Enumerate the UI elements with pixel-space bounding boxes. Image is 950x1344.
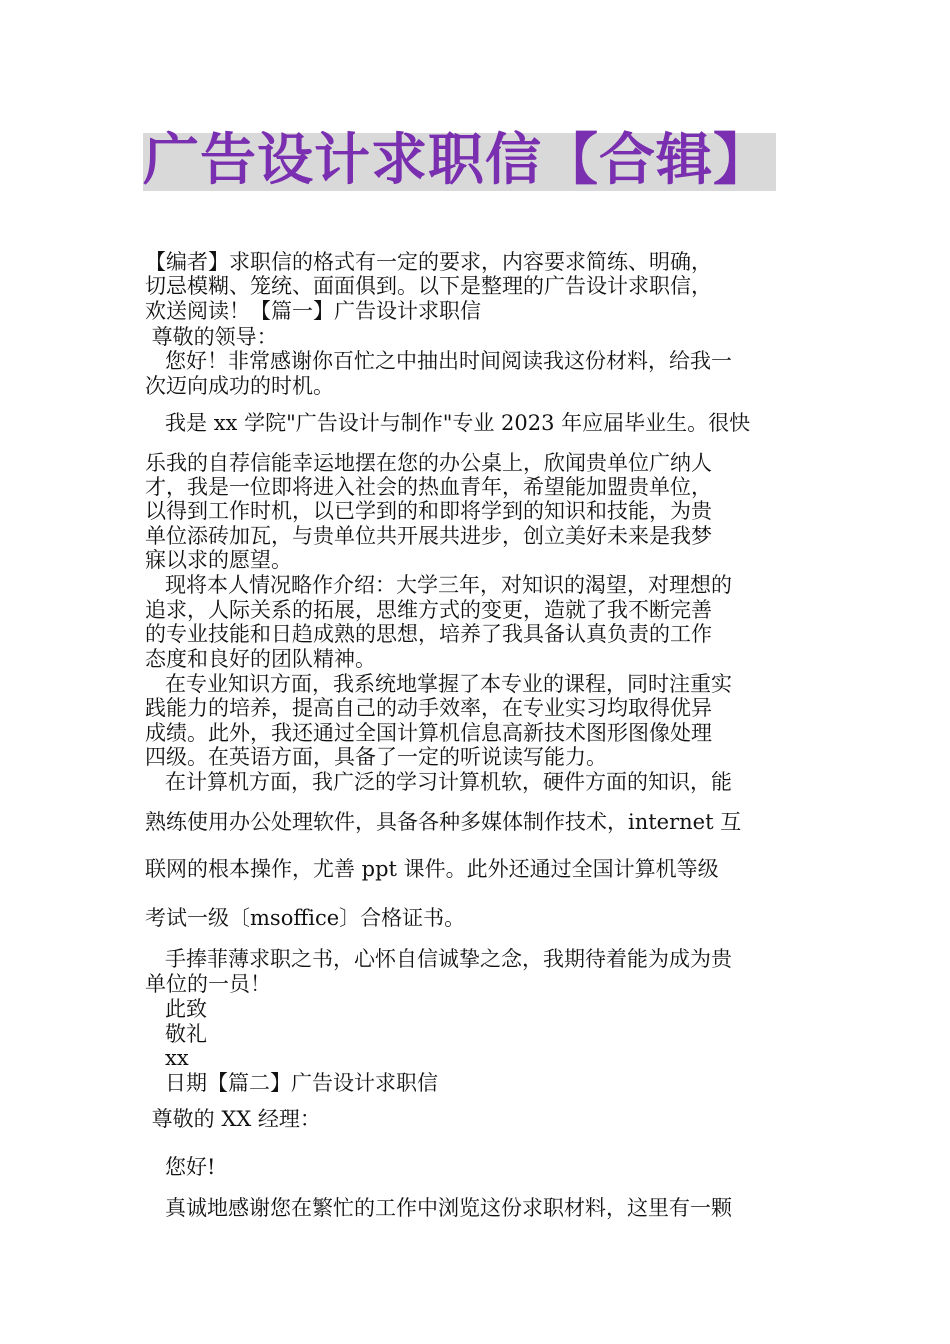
body-line: 的专业技能和日趋成熟的思想，培养了我具备认真负责的工作	[145, 622, 712, 646]
body-line: 熟练使用办公处理软件，具备各种多媒体制作技术，internet 互	[145, 810, 742, 834]
body-line: 日期【篇二】广告设计求职信	[145, 1071, 439, 1095]
body-line: 在专业知识方面，我系统地掌握了本专业的课程，同时注重实	[145, 672, 733, 696]
body-line: 【编者】求职信的格式有一定的要求，内容要求简练、明确，	[145, 250, 712, 274]
body-line: 敬礼	[145, 1022, 208, 1046]
document-title: 广告设计求职信【合辑】	[143, 128, 770, 193]
body-line: 手捧菲薄求职之书，心怀自信诚挚之念，我期待着能为成为贵	[145, 947, 733, 971]
body-line: 单位的一员！	[145, 972, 271, 996]
body-line: 四级。在英语方面，具备了一定的听说读写能力。	[145, 745, 607, 769]
body-line: 乐我的自荐信能幸运地摆在您的办公桌上，欣闻贵单位广纳人	[145, 451, 712, 475]
body-line: 践能力的培养，提高自己的动手效率，在专业实习均取得优异	[145, 696, 712, 720]
body-line: xx	[145, 1046, 189, 1070]
body-line: 您好!	[145, 1155, 216, 1179]
body-line: 此致	[145, 997, 208, 1021]
body-line: 欢送阅读！【篇一】广告设计求职信	[145, 299, 481, 323]
body-line: 寐以求的愿望。	[145, 548, 292, 572]
body-line: 在计算机方面，我广泛的学习计算机软，硬件方面的知识，能	[145, 770, 733, 794]
body-line: 联网的根本操作，尤善 ppt 课件。此外还通过全国计算机等级	[145, 857, 719, 881]
body-line: 以得到工作时机，以已学到的和即将学到的知识和技能，为贵	[145, 499, 712, 523]
body-line: 态度和良好的团队精神。	[145, 647, 376, 671]
body-line: 考试一级〔msoffice〕合格证书。	[145, 906, 466, 930]
body-line: 我是 xx 学院"广告设计与制作"专业 2023 年应届毕业生。很快	[145, 411, 751, 435]
body-line: 单位添砖加瓦，与贵单位共开展共进步，创立美好未来是我梦	[145, 524, 712, 548]
body-line: 尊敬的 XX 经理：	[145, 1107, 321, 1131]
body-line: 切忌模糊、笼统、面面俱到。以下是整理的广告设计求职信，	[145, 274, 712, 298]
body-line: 追求，人际关系的拓展，思维方式的变更，造就了我不断完善	[145, 598, 712, 622]
body-line: 真诚地感谢您在繁忙的工作中浏览这份求职材料，这里有一颗	[145, 1196, 733, 1220]
body-line: 尊敬的领导：	[145, 325, 278, 349]
body-line: 现将本人情况略作介绍：大学三年，对知识的渴望，对理想的	[145, 573, 733, 597]
body-line: 您好！非常感谢你百忙之中抽出时间阅读我这份材料，给我一	[145, 349, 733, 373]
body-line: 次迈向成功的时机。	[145, 374, 334, 398]
body-line: 成绩。此外，我还通过全国计算机信息高新技术图形图像处理	[145, 721, 712, 745]
body-line: 才，我是一位即将进入社会的热血青年，希望能加盟贵单位，	[145, 475, 712, 499]
